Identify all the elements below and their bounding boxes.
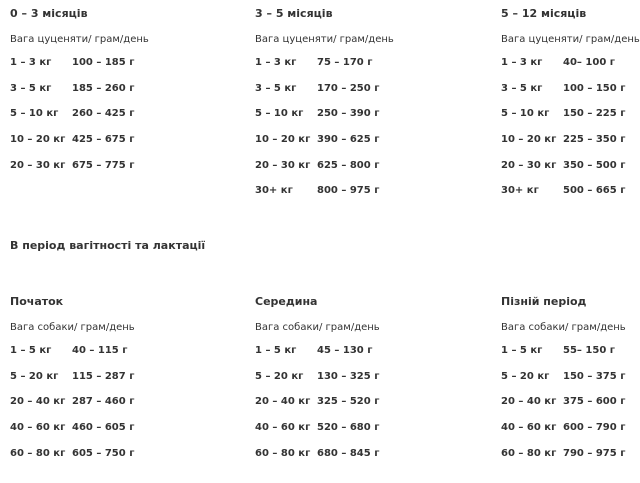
feeding-row xyxy=(501,389,640,415)
column-subtitle: Вага цуценяти/ грам/день xyxy=(501,34,640,45)
grams-per-day: 375 – 600 г xyxy=(563,396,626,408)
feeding-row xyxy=(255,389,495,415)
grams-per-day: 100 – 185 г xyxy=(72,57,135,69)
grams-per-day: 40 – 115 г xyxy=(72,345,128,357)
weight-range: 5 – 20 кг xyxy=(501,370,550,382)
feeding-row xyxy=(255,364,495,390)
weight-range: 5 – 10 кг xyxy=(255,108,304,120)
feeding-row xyxy=(255,50,495,76)
grams-per-day: 625 – 800 г xyxy=(317,159,380,171)
weight-range: 20 – 30 кг xyxy=(501,159,557,171)
puppy-column-5-12-months xyxy=(501,6,640,204)
grams-per-day: 170 – 250 г xyxy=(317,82,380,94)
weight-range: 30+ кг xyxy=(255,185,293,197)
weight-range: 1 – 5 кг xyxy=(10,345,52,357)
grams-per-day: 150 – 225 г xyxy=(563,108,626,120)
feeding-row xyxy=(255,178,495,204)
feeding-row xyxy=(255,101,495,127)
feeding-row xyxy=(10,101,250,127)
feeding-row xyxy=(501,338,640,364)
column-title: Середина xyxy=(255,295,318,308)
column-title: 0 – 3 місяців xyxy=(10,7,88,20)
feeding-row xyxy=(501,101,640,127)
weight-range: 60 – 80 кг xyxy=(501,447,557,459)
column-subtitle: Вага собаки/ грам/день xyxy=(501,322,626,333)
feeding-rows xyxy=(255,50,495,204)
column-title: 5 – 12 місяців xyxy=(501,7,587,20)
pregnancy-section-heading: В період вагітності та лактації xyxy=(10,239,206,252)
feeding-row xyxy=(10,389,250,415)
feeding-row xyxy=(10,50,250,76)
feeding-rows xyxy=(501,50,640,204)
grams-per-day: 130 – 325 г xyxy=(317,370,380,382)
weight-range: 10 – 20 кг xyxy=(501,134,557,146)
column-subtitle: Вага цуценяти/ грам/день xyxy=(255,34,394,45)
grams-per-day: 225 – 350 г xyxy=(563,134,626,146)
grams-per-day: 600 – 790 г xyxy=(563,422,626,434)
grams-per-day: 800 – 975 г xyxy=(317,185,380,197)
feeding-row xyxy=(501,440,640,466)
weight-range: 5 – 10 кг xyxy=(10,108,59,120)
feeding-row xyxy=(255,415,495,441)
grams-per-day: 390 – 625 г xyxy=(317,134,380,146)
weight-range: 1 – 3 кг xyxy=(10,57,52,69)
feeding-row xyxy=(255,76,495,102)
puppy-column-0-3-months xyxy=(10,6,250,178)
feeding-row xyxy=(10,338,250,364)
column-title: 3 – 5 місяців xyxy=(255,7,333,20)
grams-per-day: 100 – 150 г xyxy=(563,82,626,94)
feeding-row xyxy=(501,50,640,76)
grams-per-day: 680 – 845 г xyxy=(317,447,380,459)
pregnancy-column-middle xyxy=(255,294,495,466)
weight-range: 20 – 40 кг xyxy=(10,396,66,408)
feeding-row xyxy=(501,178,640,204)
grams-per-day: 675 – 775 г xyxy=(72,159,135,171)
feeding-row xyxy=(501,127,640,153)
weight-range: 5 – 10 кг xyxy=(501,108,550,120)
feeding-rows xyxy=(255,338,495,466)
weight-range: 10 – 20 кг xyxy=(10,134,66,146)
pregnancy-column-start xyxy=(10,294,250,466)
feeding-row xyxy=(501,152,640,178)
weight-range: 1 – 3 кг xyxy=(255,57,297,69)
feeding-row xyxy=(501,364,640,390)
column-subtitle: Вага собаки/ грам/день xyxy=(10,322,135,333)
weight-range: 5 – 20 кг xyxy=(255,370,304,382)
grams-per-day: 40– 100 г xyxy=(563,57,615,69)
feeding-row xyxy=(255,127,495,153)
column-title: Початок xyxy=(10,295,64,308)
feeding-row xyxy=(10,127,250,153)
feeding-row xyxy=(255,152,495,178)
feeding-row xyxy=(10,76,250,102)
feeding-row xyxy=(501,76,640,102)
grams-per-day: 500 – 665 г xyxy=(563,185,626,197)
weight-range: 1 – 3 кг xyxy=(501,57,543,69)
grams-per-day: 45 – 130 г xyxy=(317,345,373,357)
feeding-row xyxy=(255,440,495,466)
weight-range: 60 – 80 кг xyxy=(10,447,66,459)
weight-range: 5 – 20 кг xyxy=(10,370,59,382)
column-title: Пізній період xyxy=(501,295,587,308)
grams-per-day: 460 – 605 г xyxy=(72,422,135,434)
weight-range: 20 – 30 кг xyxy=(10,159,66,171)
grams-per-day: 185 – 260 г xyxy=(72,82,135,94)
weight-range: 40 – 60 кг xyxy=(10,422,66,434)
feeding-row xyxy=(10,440,250,466)
grams-per-day: 350 – 500 г xyxy=(563,159,626,171)
feeding-rows xyxy=(10,50,250,178)
column-subtitle: Вага цуценяти/ грам/день xyxy=(10,34,149,45)
grams-per-day: 150 – 375 г xyxy=(563,370,626,382)
grams-per-day: 260 – 425 г xyxy=(72,108,135,120)
feeding-row xyxy=(501,415,640,441)
feeding-row xyxy=(10,152,250,178)
weight-range: 3 – 5 кг xyxy=(255,82,297,94)
weight-range: 1 – 5 кг xyxy=(255,345,297,357)
weight-range: 20 – 40 кг xyxy=(255,396,311,408)
grams-per-day: 325 – 520 г xyxy=(317,396,380,408)
grams-per-day: 790 – 975 г xyxy=(563,447,626,459)
weight-range: 3 – 5 кг xyxy=(10,82,52,94)
weight-range: 40 – 60 кг xyxy=(255,422,311,434)
grams-per-day: 250 – 390 г xyxy=(317,108,380,120)
weight-range: 20 – 40 кг xyxy=(501,396,557,408)
weight-range: 20 – 30 кг xyxy=(255,159,311,171)
pregnancy-column-late xyxy=(501,294,640,466)
weight-range: 30+ кг xyxy=(501,185,539,197)
feeding-row xyxy=(10,415,250,441)
grams-per-day: 520 – 680 г xyxy=(317,422,380,434)
weight-range: 10 – 20 кг xyxy=(255,134,311,146)
weight-range: 60 – 80 кг xyxy=(255,447,311,459)
feeding-rows xyxy=(501,338,640,466)
weight-range: 40 – 60 кг xyxy=(501,422,557,434)
feeding-row xyxy=(10,364,250,390)
grams-per-day: 55– 150 г xyxy=(563,345,615,357)
feeding-rows xyxy=(10,338,250,466)
weight-range: 1 – 5 кг xyxy=(501,345,543,357)
grams-per-day: 287 – 460 г xyxy=(72,396,135,408)
grams-per-day: 605 – 750 г xyxy=(72,447,135,459)
grams-per-day: 425 – 675 г xyxy=(72,134,135,146)
grams-per-day: 115 – 287 г xyxy=(72,370,135,382)
weight-range: 3 – 5 кг xyxy=(501,82,543,94)
feeding-row xyxy=(255,338,495,364)
column-subtitle: Вага собаки/ грам/день xyxy=(255,322,380,333)
grams-per-day: 75 – 170 г xyxy=(317,57,373,69)
puppy-column-3-5-months xyxy=(255,6,495,204)
